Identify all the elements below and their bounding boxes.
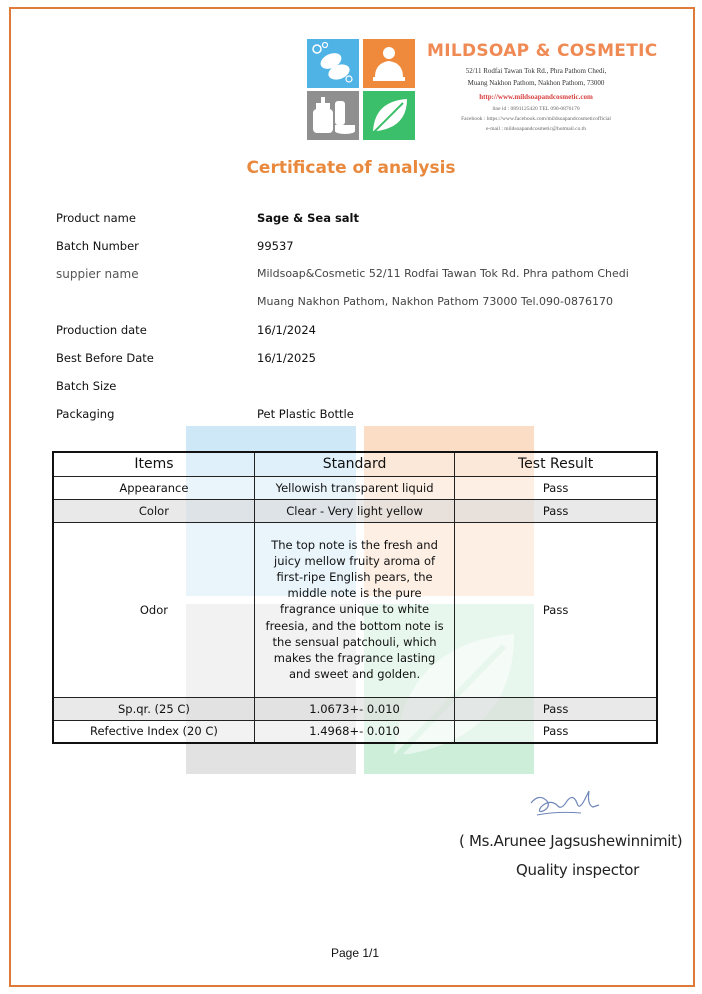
best-before-value: 16/1/2025 bbox=[257, 351, 316, 365]
inspector-name: ( Ms.Arunee Jagsushewinnimit) bbox=[459, 832, 683, 850]
cosmetic-bottles-icon bbox=[307, 91, 359, 140]
item-cell: Sp.qr. (25 C) bbox=[53, 697, 254, 720]
batch-number-value: 99537 bbox=[257, 239, 294, 253]
result-cell: Pass bbox=[455, 720, 657, 743]
item-cell: Odor bbox=[53, 522, 254, 697]
header-test-result: Test Result bbox=[455, 452, 657, 476]
header-items: Items bbox=[53, 452, 254, 476]
item-cell: Color bbox=[53, 499, 254, 522]
result-cell: Pass bbox=[455, 476, 657, 499]
item-cell: Refective Index (20 C) bbox=[53, 720, 254, 743]
address-line-1: 52/11 Rodfai Tawan Tok Rd., Phra Pathom Chedi, bbox=[465, 67, 607, 75]
handwritten-signature bbox=[527, 785, 601, 821]
table-row bbox=[53, 499, 657, 522]
logo-grid bbox=[305, 37, 417, 143]
packaging-value: Pet Plastic Bottle bbox=[257, 407, 354, 421]
document-title: Certificate of analysis bbox=[246, 158, 456, 178]
soap-icon bbox=[307, 39, 359, 88]
result-cell: Pass bbox=[455, 697, 657, 720]
standard-cell: The top note is the fresh and juicy mellow fruity aroma of first-ripe English pears, the middle note is the pure fragrance unique to white freesia, and the bottom note is the sensual patchouli, which makes the fragrance lasting and sweet and golden. bbox=[254, 522, 454, 697]
leaf-icon bbox=[363, 91, 415, 140]
email-address: e-mail : mildsoapandcosmetic@hotmail.co.th bbox=[485, 126, 587, 132]
product-name-label: Product name bbox=[56, 211, 136, 225]
facebook-link: Facebook : https://www.facebook.com/mildsoapandcosmeticofficial bbox=[461, 116, 611, 122]
table-header-row bbox=[53, 452, 657, 476]
product-name-value: Sage & Sea salt bbox=[257, 211, 360, 225]
packaging-label: Packaging bbox=[56, 407, 115, 421]
result-cell: Pass bbox=[455, 499, 657, 522]
line-id: line id : 0891125420 TEL 090-0876170 bbox=[492, 106, 580, 112]
production-date-label: Production date bbox=[56, 323, 147, 337]
standard-cell: Yellowish transparent liquid bbox=[254, 476, 454, 499]
production-date-value: 16/1/2024 bbox=[257, 323, 316, 337]
item-cell: Appearance bbox=[53, 476, 254, 499]
standard-cell: Clear - Very light yellow bbox=[254, 499, 454, 522]
supplier-name-label: suppier name bbox=[56, 267, 139, 281]
standard-cell: 1.0673+- 0.010 bbox=[254, 697, 454, 720]
address-line-2: Muang Nakhon Pathom, Nakhon Pathom, 73000 bbox=[467, 79, 605, 87]
header-standard: Standard bbox=[254, 452, 454, 476]
table-row bbox=[53, 522, 657, 697]
brand-name: MILDSOAP & COSMETIC bbox=[427, 41, 658, 61]
company-url: http://www.mildsoapandcosmetic.com bbox=[479, 93, 593, 101]
batch-size-label: Batch Size bbox=[56, 379, 117, 393]
page-number: Page 1/1 bbox=[330, 946, 380, 960]
analysis-table bbox=[52, 451, 658, 744]
supplier-address-line-1: Mildsoap&Cosmetic 52/11 Rodfai Tawan Tok Rd. Phra pathom Chedi bbox=[257, 267, 629, 280]
table-row bbox=[53, 720, 657, 743]
standard-cell: 1.4968+- 0.010 bbox=[254, 720, 454, 743]
batch-number-label: Batch Number bbox=[56, 239, 139, 253]
table-row bbox=[53, 697, 657, 720]
inspector-title: Quality inspector bbox=[516, 861, 639, 879]
best-before-label: Best Before Date bbox=[56, 351, 154, 365]
result-cell: Pass bbox=[455, 522, 657, 697]
table-row bbox=[53, 476, 657, 499]
powder-jar-icon bbox=[363, 39, 415, 88]
supplier-address-line-2: Muang Nakhon Pathom, Nakhon Pathom 73000 Tel.090-0876170 bbox=[257, 295, 613, 308]
company-logo-block bbox=[305, 37, 658, 143]
